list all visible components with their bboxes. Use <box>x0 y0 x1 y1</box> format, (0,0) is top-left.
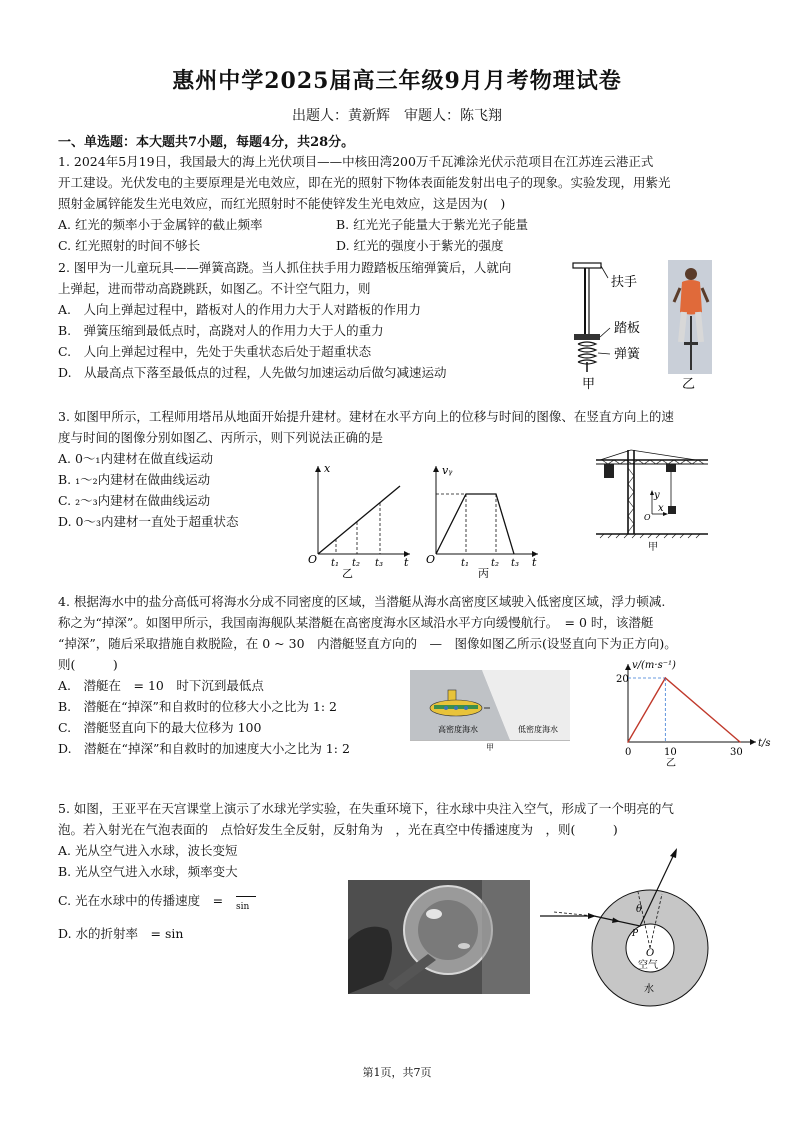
xt-tick-t2: t₂ <box>352 558 361 569</box>
xt-ylabel: x <box>324 462 331 475</box>
q1-option-d: D. 红光的强度小于紫光的强度 <box>336 238 504 253</box>
q1-line-1: 1. 2024年5月19日，我国最大的海上光伏项目——中核田湾200万千瓦滩涂光伏示范项目在江苏连云港正式 <box>58 154 654 169</box>
label-low-density: 低密度海水 <box>518 725 558 734</box>
q4-option-b: B. 潜艇在“掉深”和自救时的位移大小之比为 1: 2 <box>58 699 338 714</box>
q5-line-1: 5. 如图，王亚平在天宫课堂上演示了水球光学实验，在失重环境下，往水球中央注入空气，形成了一个明亮的气 <box>58 801 674 816</box>
vt-tick-t1: t₁ <box>461 558 470 569</box>
q3-option-c: C. ₂～₃内建材在做曲线运动 <box>58 493 211 508</box>
page-title: 惠州中学2025届高三年级9月月考物理试卷 <box>172 68 622 94</box>
pogo-stick-drawing <box>573 263 610 372</box>
pogo-photo <box>668 260 712 374</box>
q4-xlabel: t/s <box>758 738 771 749</box>
q3-graph-vt <box>422 460 546 578</box>
xt-tick-t1: t₁ <box>331 558 340 569</box>
page-footer: 第1页，共7页 <box>362 1066 432 1079</box>
crane-caption: 甲 <box>648 542 658 553</box>
q3-option-b: B. ₁～₂内建材在做曲线运动 <box>58 472 211 487</box>
submarine-caption: 甲 <box>486 743 494 752</box>
q4-option-c: C. 潜艇竖直向下的最大位移为 100 <box>58 720 262 735</box>
crane-y-label: y <box>654 490 660 501</box>
vt-tick-t3: t₃ <box>511 558 520 569</box>
q5-fraction-denominator: sin <box>236 902 250 912</box>
label-jia: 甲 <box>582 377 596 392</box>
xt-tick-t3: t₃ <box>375 558 384 569</box>
q4-line-3: “掉深”，随后采取措施自救脱险，在 0 ~ 30 内潜艇竖直方向的 — 图像如图乙所示(设竖直向下为正方向)。 <box>58 636 677 651</box>
label-yi: 乙 <box>682 377 696 392</box>
authors-line: 出题人：黄新辉 审题人：陈飞翔 <box>292 108 502 124</box>
q4-data-point <box>739 741 741 743</box>
crane-x-label: x <box>658 503 664 514</box>
q5-option-c: C. 光在水球中的传播速度 = <box>58 893 224 908</box>
q4-ylabel: v/(m·s⁻¹) <box>632 660 676 671</box>
q3-crane-figure <box>596 448 716 558</box>
vt-caption: 丙 <box>478 567 489 578</box>
q1-option-c: C. 红光照射的时间不够长 <box>58 238 201 253</box>
q4-data-point <box>665 677 667 679</box>
q4-ytick-20: 20 <box>616 674 629 685</box>
label-theta: θ <box>636 904 643 915</box>
q4-option-d: D. 潜艇在“掉深”和自救时的加速度大小之比为 1: 2 <box>58 741 350 756</box>
label-spring: 弹簧 <box>614 347 641 362</box>
q1-line-3: 照射金属锌能发生光电效应，而红光照射时不能使锌发生光电效应，这是因为( ) <box>58 196 506 211</box>
q2-option-a: A. 人向上弹起过程中，踏板对人的作用力大于人对踏板的作用力 <box>58 302 422 317</box>
q4-submarine-figure <box>410 670 570 754</box>
xt-xlabel: t <box>404 556 409 569</box>
vt-tick-t2: t₂ <box>491 558 500 569</box>
q2-line-2: 上弹起，进而带动高跷跳跃，如图乙。不计空气阻力，则 <box>58 281 371 296</box>
q3-line-1: 3. 如图甲所示，工程师用塔吊从地面开始提升建材。建材在水平方向上的位移与时间的图像、在竖直方向上的速 <box>58 409 674 424</box>
q4-xtick-10: 10 <box>664 747 677 758</box>
label-water: 水 <box>644 984 654 995</box>
section-heading: 一、单选题：本大题共7小题，每题4分，共28分。 <box>58 135 355 150</box>
q4-vt-chart <box>606 656 776 768</box>
q2-option-c: C. 人向上弹起过程中，先处于失重状态后处于超重状态 <box>58 344 372 359</box>
q4-line-1: 4. 根据海水中的盐分高低可将海水分成不同密度的区域，当潜艇从海水高密度区域驶入低密度区域，浮力顿减. <box>58 594 666 609</box>
q5-option-a: A. 光从空气进入水球，波长变短 <box>58 843 238 858</box>
xt-caption: 乙 <box>342 567 353 578</box>
q4-line-4: 则( ) <box>58 657 118 672</box>
crane-o-label: O <box>644 513 651 522</box>
q4-data-point <box>627 741 629 743</box>
q5-option-b: B. 光从空气进入水球，频率变大 <box>58 864 238 879</box>
label-o: O <box>646 948 655 959</box>
q4-caption: 乙 <box>666 758 676 768</box>
vt-xlabel: t <box>532 556 537 569</box>
label-air: 空气 <box>638 960 658 971</box>
q3-option-d: D. 0～₃内建材一直处于超重状态 <box>58 514 239 529</box>
q5-option-d: D. 水的折射率 = sin <box>58 926 184 941</box>
q1-option-a: A. 红光的频率小于金属锌的截止频率 <box>58 217 263 232</box>
q2-option-d: D. 从最高点下落至最低点的过程，人先做匀加速运动后做匀减速运动 <box>58 365 447 380</box>
vt-ylabel: vᵧ <box>442 464 453 477</box>
q4-option-a: A. 潜艇在 = 10 时下沉到最低点 <box>58 678 264 693</box>
q3-graph-xt <box>300 460 416 578</box>
q3-option-a: A. 0～₁内建材在做直线运动 <box>58 451 213 466</box>
q1-line-2: 开工建设。光伏发电的主要原理是光电效应，即在光的照射下物体表面能发射出电子的现象。实验发现，用紫光 <box>58 175 671 190</box>
q4-series-line <box>628 678 740 742</box>
xt-origin: O <box>308 553 318 566</box>
q5-water-ball-photo <box>348 880 530 994</box>
label-pedal: 踏板 <box>614 321 641 336</box>
q4-xtick-0: 0 <box>625 747 632 758</box>
label-p: P <box>632 929 639 939</box>
q2-option-b: B. 弹簧压缩到最低点时，高跷对人的作用力大于人的重力 <box>58 323 384 338</box>
q4-line-2: 称之为“掉深”。如图甲所示，我国南海舰队某潜艇在高密度海水区域沿水平方向缓慢航行。 = 0 时，该潜艇 <box>58 615 654 630</box>
q5-line-2: 泡。若入射光在气泡表面的 点恰好发生全反射，反射角为 ，光在真空中传播速度为 ，则( ) <box>58 822 618 837</box>
vt-origin: O <box>426 553 436 566</box>
q5-fraction-bar <box>236 886 256 897</box>
label-high-density: 高密度海水 <box>438 725 478 734</box>
q1-option-b: B. 红光光子能量大于紫光光子能量 <box>336 217 529 232</box>
q3-line-2: 度与时间的图像分别如图乙、丙所示，则下列说法正确的是 <box>58 430 384 445</box>
q5-optics-diagram <box>540 846 710 1014</box>
q2-figure <box>560 258 740 394</box>
q2-line-1: 2. 图甲为一儿童玩具——弹簧高跷。当人抓住扶手用力蹬踏板压缩弹簧后，人就向 <box>58 260 512 275</box>
q4-xtick-30: 30 <box>730 747 743 758</box>
label-handle: 扶手 <box>611 275 638 290</box>
